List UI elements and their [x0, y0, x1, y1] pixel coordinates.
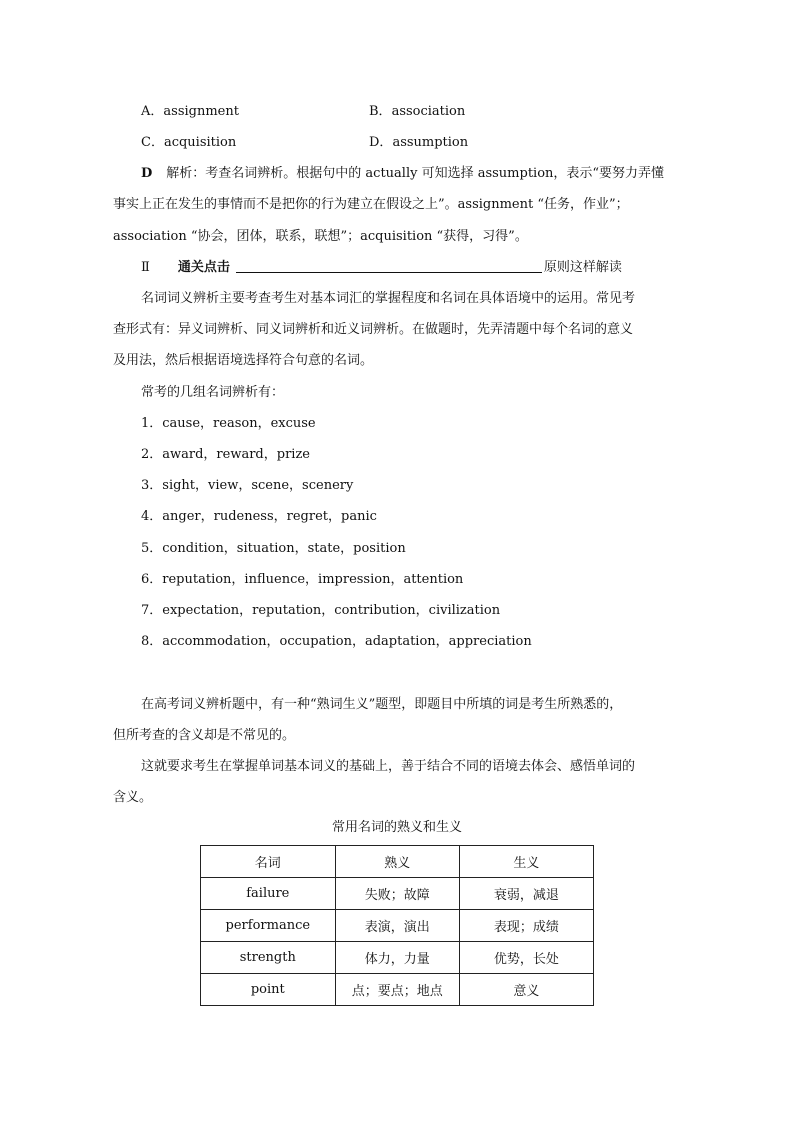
- table-header-cell: 生义: [459, 846, 593, 878]
- table-header-row: [201, 846, 594, 878]
- list-heading: 常考的几组名词辨析有：: [141, 385, 285, 400]
- table-cell: performance: [201, 910, 336, 942]
- option-letter: C．: [141, 135, 164, 150]
- list-item: 6．reputation，influence，impression，attention: [141, 572, 464, 587]
- table-row: [201, 878, 594, 910]
- table-cell: 表演，演出: [335, 910, 459, 942]
- list-item: 5．condition，situation，state，position: [141, 541, 406, 556]
- para3-line-2: 含义。: [113, 790, 153, 805]
- list-item: 4．anger，rudeness，regret，panic: [141, 509, 377, 524]
- intro-line-3: 及用法，然后根据语境选择符合句意的名词。: [113, 353, 374, 368]
- section-header: [141, 258, 622, 278]
- option-a: [141, 102, 239, 122]
- option-b: [369, 102, 465, 122]
- explanation-text: 解析：考查名词辨析。根据句中的 actually 可知选择 assumption，表示“要努力弄懂: [166, 166, 665, 181]
- table-cell: 失败；故障: [335, 878, 459, 910]
- option-text: acquisition: [163, 135, 237, 150]
- table-cell: failure: [201, 878, 336, 910]
- table-cell: 优势，长处: [459, 942, 593, 974]
- table-row: [201, 942, 594, 974]
- explanation-line-2: 事实上正在发生的事情而不是把你的行为建立在假设之上”。assignment “任务，作业”；: [113, 197, 629, 212]
- list-item: 7．expectation，reputation，contribution，civilization: [141, 603, 501, 618]
- explanation-line-3: association “协会，团体，联系，联想”；acquisition “获得，习得”。: [113, 229, 528, 244]
- list-item: 3．sight，view，scene，scenery: [141, 478, 354, 493]
- option-letter: B．: [369, 104, 392, 119]
- para2-line-1: 在高考词义辨析题中，有一种“熟词生义”题型，即题目中所填的词是考生所熟悉的，: [141, 697, 623, 712]
- table-row: [201, 910, 594, 942]
- fill-blank: [236, 258, 542, 273]
- table-row: [201, 974, 594, 1006]
- option-c: [141, 133, 236, 153]
- table-cell: 点；要点；地点: [335, 974, 459, 1006]
- list-item: 1．cause，reason，excuse: [141, 416, 316, 431]
- table-cell: strength: [201, 942, 336, 974]
- table-caption: 常用名词的熟义和生义: [331, 820, 462, 835]
- section-numeral: Ⅱ: [141, 260, 150, 275]
- answer-letter: D: [141, 166, 153, 181]
- list-item: 2．award，reward，prize: [141, 447, 310, 462]
- noun-meaning-table: [200, 845, 594, 1006]
- option-text: assignment: [163, 104, 239, 119]
- section-label: 通关点击: [177, 260, 230, 275]
- para3-line-1: 这就要求考生在掌握单词基本词义的基础上，善于结合不同的语境去体会、感悟单词的: [141, 759, 636, 774]
- table-header-cell: 熟义: [335, 846, 459, 878]
- intro-line-1: 名词词义辨析主要考查考生对基本词汇的掌握程度和名词在具体语境中的运用。常见考: [141, 291, 636, 306]
- option-text: association: [391, 104, 466, 119]
- para2-line-2: 但所考查的含义却是不常见的。: [113, 728, 296, 743]
- option-d: [369, 133, 468, 153]
- table-cell: 意义: [459, 974, 593, 1006]
- list-item: 8．accommodation，occupation，adaptation，appreciation: [141, 634, 532, 649]
- intro-line-2: 查形式有：异义词辨析、同义词辨析和近义词辨析。在做题时，先弄清题中每个名词的意义: [113, 322, 634, 337]
- option-letter: A．: [141, 104, 164, 119]
- table-cell: point: [201, 974, 336, 1006]
- section-suffix: 原则这样解读: [543, 260, 622, 275]
- table-cell: 衰弱，减退: [459, 878, 593, 910]
- table-cell: 体力，力量: [335, 942, 459, 974]
- option-text: assumption: [392, 135, 469, 150]
- explanation-line-1: [141, 164, 664, 184]
- table-cell: 表现；成绩: [459, 910, 593, 942]
- table-header-cell: 名词: [201, 846, 336, 878]
- option-letter: D．: [369, 135, 393, 150]
